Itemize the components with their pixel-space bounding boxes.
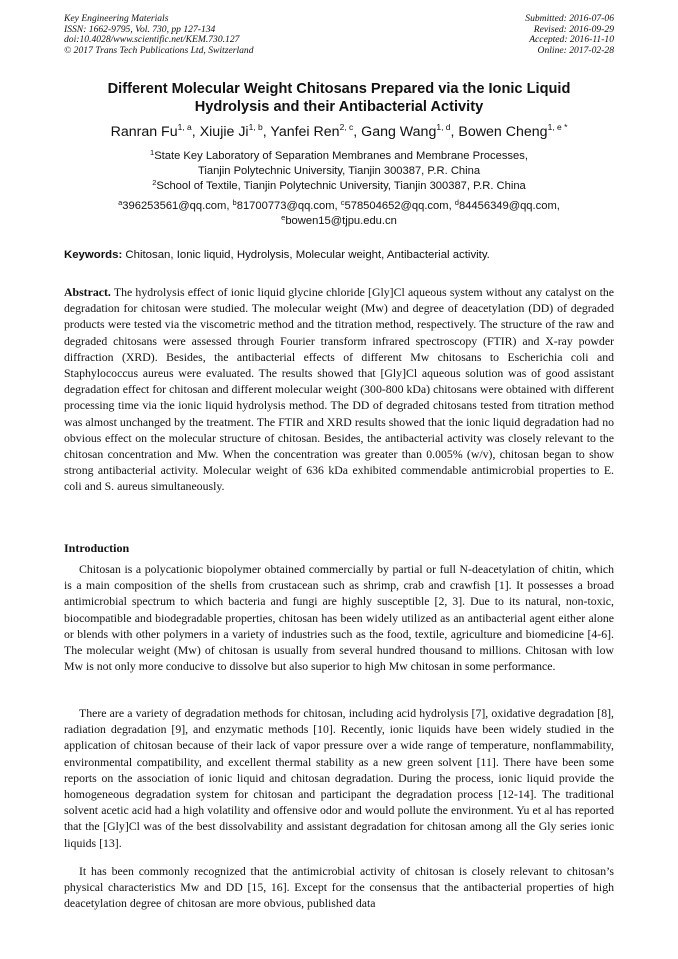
- email-address[interactable]: 396253561@qq.com: [122, 200, 227, 212]
- accepted-date: Accepted: 2016-11-10: [529, 34, 614, 46]
- email-address[interactable]: 81700773@qq.com: [236, 200, 335, 212]
- paper-title: [40, 80, 638, 116]
- author-affil-mark: 1, b: [248, 122, 263, 132]
- email-address[interactable]: bowen15@tjpu.edu.cn: [285, 215, 397, 227]
- email-line-1: $^a$396253561@qq.com, $^b$81700773@qq.com, $^c$578504652@qq.com, $^d$84456349@qq.com,: [118, 198, 560, 212]
- keywords: [64, 248, 614, 263]
- affiliation-1-cont: Tianjin Polytechnic University, Tianjin 300387, P.R. China: [197, 164, 481, 177]
- doi-line: doi:10.4028/www.scientific.net/KEM.730.127: [64, 34, 240, 46]
- intro-paragraph-3: It has been commonly recognized that the antimicrobial activity of chitosan is closely relevant to chitosan’s physical characteristics Mw and DD [15, 16]. Except for the consensus that the antibacterial properties of high deacetylation degree of chitosan are more obvious, published data: [64, 864, 614, 911]
- abstract: [64, 284, 614, 495]
- author-emails: [60, 199, 618, 229]
- title-line-1: Different Molecular Weight Chitosans Prepared via the Ionic Liquid: [107, 81, 571, 97]
- author-list: Ranran Fu$^{1, a}$, Xiujie Ji$^{1, b}$, Yanfei Ren$^{2, c}$, Gang Wang$^{1, d}$, Bowen Cheng$^{1, e *}$: [110, 122, 568, 140]
- title-line-2: Hydrolysis and their Antibacterial Activity: [194, 99, 484, 115]
- copyright-line: © 2017 Trans Tech Publications Ltd, Switzerland: [64, 44, 254, 56]
- abstract-label: Abstract.: [64, 285, 111, 299]
- author-name: Gang Wang: [361, 124, 437, 140]
- email-line-2: $^e$bowen15@tjpu.edu.cn: [281, 213, 397, 227]
- submitted-date: Submitted: 2016-07-06: [525, 13, 614, 24]
- author-name: Ranran Fu: [110, 124, 178, 140]
- email-address[interactable]: 578504652@qq.com: [344, 200, 449, 212]
- affiliations: [60, 149, 618, 193]
- abstract-text: The hydrolysis effect of ionic liquid glycine chloride [Gly]Cl aqueous system without any catalyst on the degradation for chitosan were studied. The molecular weight (Mw) and degree of deacetylation (DD) of degraded products were tested via the viscometric method and the titration method, respectively. The structure of the raw and degraded chitosans were assessed through Fourier transform infrared spectroscopy (FTIR) and X-ray powder diffraction (XRD). Besides, the antibacterial effects of different Mw chitosans to Escherichia coli and Staphylococcus aureus were evaluated. The results showed that [Gly]Cl aqueous solution was of good assistant degradation effect for chitosan and different molecular weight (300-800 kDa) chitosans were obtained with different processing time via the ionic liquid hydrolysis method. The DD of degraded chitosans tested from titration method was almost unchanged by the treatment. The FTIR and XRD results showed that the ionic liquid degradation had no obvious effect on the molecular structure of chitosan. Besides, the antibacterial activity was closely relevant to the chitosan concentration and Mw. When the concentration was greater than 0.005% (w/v), chitosan began to show strong antibacterial activity. Molecular weight of 636 kDa exhibited commendable antimicrobial properties to E. coli and S. aureus simultaneously.: [64, 285, 614, 494]
- author-name: Bowen Cheng: [458, 124, 548, 140]
- author-affil-mark: 1, e *: [547, 122, 568, 132]
- revised-date: Revised: 2016-09-29: [533, 23, 614, 35]
- dates-info: [525, 14, 614, 56]
- section-heading-introduction: Introduction: [64, 541, 130, 555]
- issn-line: ISSN: 1662-9795, Vol. 730, pp 127-134: [64, 23, 216, 35]
- keywords-label: Keywords:: [64, 249, 123, 261]
- intro-paragraph-2: There are a variety of degradation methods for chitosan, including acid hydrolysis [7], oxidative degradation [8], radiation degradation [9], and enzymatic methods [10]. Recently, ionic liquids have been widely studied in the application of chitosan because of their lack of vapor pressure over a wide range of temperature, nonflammability, environmental compatibility, and excellent thermal stability as a new green solvent [11]. There have been some reports on the association of ionic liquid and chitosan degradation. During the process, ionic liquid provide the homogeneous degradation system for chitosan and participant the degradation process [12-14]. The traditional solvent acetic acid had a high volatility and offensive odor and would pollute the environment. Yu et al has reported that the [Gly]Cl was of the best dissolvability and assistant degradation for chitosan among all the Gly series ionic liquids [13].: [64, 706, 614, 850]
- email-address[interactable]: 84456349@qq.com: [458, 200, 557, 212]
- author-affil-mark: 1, d: [436, 122, 451, 132]
- author-name: Xiujie Ji: [199, 124, 249, 140]
- author-affil-mark: 2, c: [339, 122, 354, 132]
- author-name: Yanfei Ren: [270, 124, 340, 140]
- keywords-text: Chitosan, Ionic liquid, Hydrolysis, Molecular weight, Antibacterial activity.: [125, 249, 490, 261]
- intro-paragraph-1: Chitosan is a polycationic biopolymer obtained commercially by partial or full N-deacetylation of chitin, which is a main composition of the shells from crustacean such as shrimp, crab and crawfish [1]. It possesses a broad antimicrobial spectrum to which bacteria and fungi are highly susceptible [2, 3]. Due to its natural, non-toxic, biocompatible and biodegradable properties, chitosan has been widely utilized as an antibacterial agent either alone or blends with other polymers in a variety of industries such as the food, textile, agriculture and biomedicine [4-6]. The molecular weight (Mw) of chitosan is usually from several hundred thousand to millions. Chitosan with low Mw is not only more conducive to dissolve but also superior to high Mw chitosan in some performance.: [64, 562, 614, 674]
- online-date: Online: 2017-02-28: [537, 44, 614, 56]
- author-affil-mark: 1, a: [177, 122, 192, 132]
- affiliation-2: $^2$School of Textile, Tianjin Polytechnic University, Tianjin 300387, P.R. China: [152, 177, 526, 192]
- affiliation-1: $^1$State Key Laboratory of Separation Membranes and Membrane Processes,: [150, 148, 528, 162]
- journal-name: Key Engineering Materials: [64, 13, 169, 24]
- journal-info: [64, 14, 254, 56]
